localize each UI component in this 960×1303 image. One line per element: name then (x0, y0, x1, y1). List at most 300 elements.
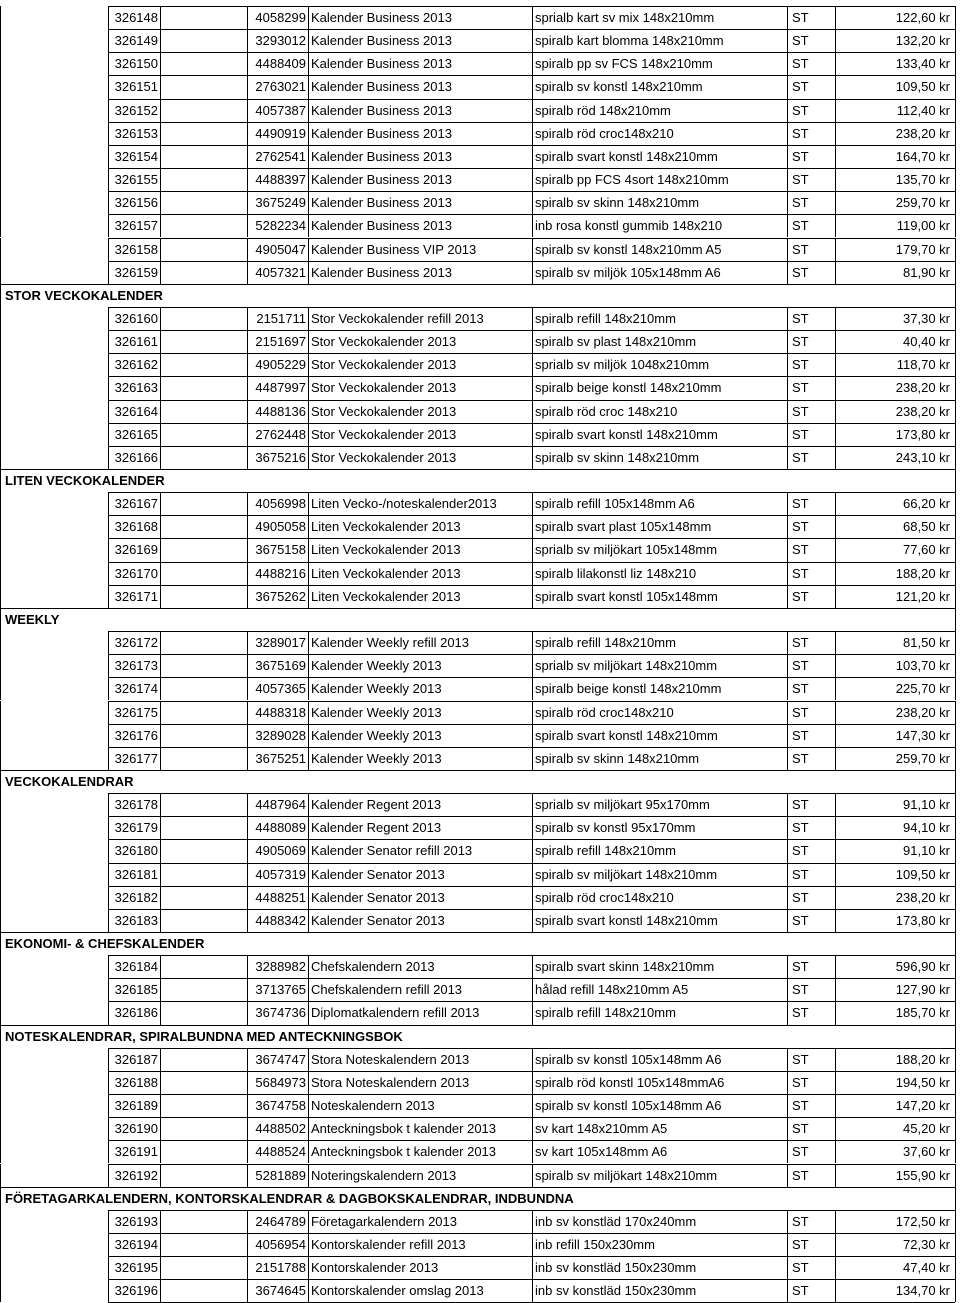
column-divider (835, 1048, 836, 1071)
table-row (0, 1048, 960, 1071)
column-divider (532, 1164, 533, 1187)
column-divider (108, 1164, 109, 1187)
column-divider (247, 515, 248, 538)
product-name: Stor Veckokalender 2013 (311, 357, 457, 373)
item-number: 326175 (114, 704, 158, 720)
unit: ST (792, 172, 809, 188)
column-divider (835, 1279, 836, 1302)
column-divider (532, 29, 533, 52)
column-divider (108, 1140, 109, 1163)
column-divider (955, 1001, 956, 1024)
unit: ST (792, 125, 809, 141)
product-name: Kalender Senator refill 2013 (311, 843, 473, 859)
item-number: 326172 (114, 635, 158, 651)
price: 135,70 kr (895, 172, 950, 188)
column-divider (532, 886, 533, 909)
article-number: 3675216 (255, 449, 306, 465)
item-number: 326174 (114, 681, 158, 697)
column-divider (532, 1094, 533, 1117)
column-divider (247, 1210, 248, 1233)
unit: ST (792, 33, 809, 49)
column-divider (835, 400, 836, 423)
column-divider (787, 446, 788, 469)
column-divider (108, 1117, 109, 1140)
column-divider (247, 423, 248, 446)
column-divider (308, 747, 309, 770)
price: 81,50 kr (903, 635, 950, 651)
product-description: spiralb sv miljök 105x148mm A6 (535, 264, 721, 280)
column-divider (532, 307, 533, 330)
column-divider (787, 1256, 788, 1279)
page-border-left (0, 423, 1, 446)
column-divider (247, 238, 248, 261)
page-border-left (0, 909, 1, 932)
column-divider (955, 1256, 956, 1279)
column-divider (308, 701, 309, 724)
product-name: Kalender Senator 2013 (311, 912, 445, 928)
column-divider (787, 538, 788, 561)
row-border-top (0, 770, 955, 771)
column-divider (955, 562, 956, 585)
column-divider (835, 909, 836, 932)
column-divider (787, 75, 788, 98)
column-divider (532, 701, 533, 724)
column-divider (835, 122, 836, 145)
column-divider (160, 492, 161, 515)
column-divider (160, 75, 161, 98)
page-border-left (0, 538, 1, 561)
column-divider (160, 168, 161, 191)
product-description: spiralb svart plast 105x148mm (535, 519, 712, 535)
column-divider (160, 1256, 161, 1279)
table-row (0, 654, 960, 677)
page-border-left (0, 6, 1, 29)
column-divider (308, 863, 309, 886)
article-number: 4488136 (255, 403, 306, 419)
article-number: 2762448 (255, 426, 306, 442)
column-divider (955, 261, 956, 284)
column-divider (308, 654, 309, 677)
article-number: 2464789 (255, 1213, 306, 1229)
column-divider (532, 191, 533, 214)
column-divider (308, 538, 309, 561)
column-divider (532, 423, 533, 446)
unit: ST (792, 79, 809, 95)
column-divider (835, 307, 836, 330)
column-divider (787, 654, 788, 677)
column-divider (308, 191, 309, 214)
column-divider (160, 261, 161, 284)
column-divider (160, 238, 161, 261)
unit: ST (792, 56, 809, 72)
product-description: spiralb beige konstl 148x210mm (535, 380, 722, 396)
page-border-left (0, 1071, 1, 1094)
article-number: 3675158 (255, 542, 306, 558)
product-name: Kalender Business 2013 (311, 148, 452, 164)
column-divider (955, 886, 956, 909)
column-divider (955, 631, 956, 654)
product-description: spiralb svart skinn 148x210mm (535, 959, 715, 975)
price: 121,20 kr (895, 588, 950, 604)
column-divider (308, 492, 309, 515)
column-divider (955, 724, 956, 747)
column-divider (160, 724, 161, 747)
product-description: spiralb sv skinn 148x210mm (535, 449, 700, 465)
table-row (0, 330, 960, 353)
unit: ST (792, 426, 809, 442)
product-name: Kalender Business 2013 (311, 195, 452, 211)
product-name: Stor Veckokalender refill 2013 (311, 310, 484, 326)
column-divider (247, 631, 248, 654)
article-number: 2762541 (255, 148, 306, 164)
product-name: Kalender Business 2013 (311, 79, 452, 95)
column-divider (532, 909, 533, 932)
unit: ST (792, 1051, 809, 1067)
table-row (0, 1210, 960, 1233)
row-border-top (0, 1025, 955, 1026)
item-number: 326157 (114, 218, 158, 234)
column-divider (108, 376, 109, 399)
column-divider (108, 330, 109, 353)
unit: ST (792, 380, 809, 396)
column-divider (160, 538, 161, 561)
column-divider (532, 1140, 533, 1163)
column-divider (532, 1233, 533, 1256)
column-divider (247, 747, 248, 770)
table-row (0, 492, 960, 515)
page-border-left (0, 747, 1, 770)
page-border-left (0, 52, 1, 75)
column-divider (532, 330, 533, 353)
column-divider (308, 238, 309, 261)
column-divider (108, 122, 109, 145)
column-divider (835, 701, 836, 724)
column-divider (160, 122, 161, 145)
column-divider (532, 978, 533, 1001)
column-divider (108, 585, 109, 608)
table-row (0, 1164, 960, 1187)
column-divider (787, 724, 788, 747)
unit: ST (792, 750, 809, 766)
price: 91,10 kr (903, 843, 950, 859)
product-name: Stor Veckokalender 2013 (311, 403, 457, 419)
column-divider (160, 1001, 161, 1024)
item-number: 326160 (114, 310, 158, 326)
column-divider (308, 839, 309, 862)
column-divider (108, 701, 109, 724)
row-border-right (955, 1025, 956, 1048)
column-divider (532, 353, 533, 376)
page-border-left (0, 1140, 1, 1163)
product-name: Diplomatkalendern refill 2013 (311, 1005, 480, 1021)
unit: ST (792, 519, 809, 535)
item-number: 326177 (114, 750, 158, 766)
table-row (0, 909, 960, 932)
table-row (0, 955, 960, 978)
unit: ST (792, 1283, 809, 1299)
article-number: 4487997 (255, 380, 306, 396)
item-number: 326156 (114, 195, 158, 211)
column-divider (247, 978, 248, 1001)
item-number: 326148 (114, 10, 158, 25)
column-divider (160, 446, 161, 469)
price: 103,70 kr (895, 658, 950, 674)
item-number: 326167 (114, 496, 158, 512)
section-row (0, 608, 960, 631)
column-divider (532, 585, 533, 608)
column-divider (160, 955, 161, 978)
product-description: inb sv konstläd 170x240mm (535, 1213, 697, 1229)
product-name: Stora Noteskalendern 2013 (311, 1051, 470, 1067)
column-divider (247, 52, 248, 75)
column-divider (787, 1164, 788, 1187)
column-divider (955, 1164, 956, 1187)
section-row (0, 469, 960, 492)
column-divider (160, 423, 161, 446)
column-divider (835, 423, 836, 446)
column-divider (532, 52, 533, 75)
column-divider (308, 886, 309, 909)
column-divider (955, 1048, 956, 1071)
column-divider (308, 145, 309, 168)
column-divider (108, 816, 109, 839)
page-border-left (0, 886, 1, 909)
table-row (0, 75, 960, 98)
price: 188,20 kr (895, 1051, 950, 1067)
product-name: Stor Veckokalender 2013 (311, 380, 457, 396)
item-number: 326180 (114, 843, 158, 859)
column-divider (835, 145, 836, 168)
column-divider (108, 793, 109, 816)
column-divider (108, 1279, 109, 1302)
article-number: 2763021 (255, 79, 306, 95)
product-name: Kalender Weekly 2013 (311, 658, 442, 674)
column-divider (160, 631, 161, 654)
column-divider (787, 793, 788, 816)
column-divider (787, 353, 788, 376)
unit: ST (792, 1121, 809, 1137)
table-row (0, 863, 960, 886)
column-divider (787, 1071, 788, 1094)
column-divider (308, 515, 309, 538)
table-row (0, 145, 960, 168)
column-divider (308, 909, 309, 932)
table-row (0, 724, 960, 747)
column-divider (532, 816, 533, 839)
item-number: 326152 (114, 102, 158, 118)
price: 68,50 kr (903, 519, 950, 535)
price: 179,70 kr (895, 241, 950, 257)
product-description: inb refill 150x230mm (535, 1236, 655, 1252)
column-divider (955, 816, 956, 839)
column-divider (787, 191, 788, 214)
column-divider (835, 1140, 836, 1163)
page-border-left (0, 214, 1, 237)
table-row (0, 261, 960, 284)
product-name: Noteringskalendern 2013 (311, 1167, 457, 1183)
column-divider (108, 886, 109, 909)
unit: ST (792, 241, 809, 257)
column-divider (247, 654, 248, 677)
column-divider (787, 701, 788, 724)
page-border-left (0, 29, 1, 52)
item-number: 326168 (114, 519, 158, 535)
section-row (0, 1025, 960, 1048)
column-divider (835, 376, 836, 399)
page-border-left (0, 307, 1, 330)
column-divider (532, 1117, 533, 1140)
column-divider (955, 29, 956, 52)
column-divider (108, 1256, 109, 1279)
price: 238,20 kr (895, 380, 950, 396)
product-description: spiralb röd konstl 105x148mmA6 (535, 1074, 725, 1090)
price: 172,50 kr (895, 1213, 950, 1229)
column-divider (835, 1256, 836, 1279)
column-divider (835, 191, 836, 214)
unit: ST (792, 681, 809, 697)
column-divider (532, 6, 533, 29)
table-row (0, 1071, 960, 1094)
column-divider (787, 1140, 788, 1163)
item-number: 326166 (114, 449, 158, 465)
column-divider (160, 1140, 161, 1163)
product-name: Kontorskalender omslag 2013 (311, 1283, 484, 1299)
unit: ST (792, 1005, 809, 1021)
unit: ST (792, 797, 809, 813)
price: 596,90 kr (895, 959, 950, 975)
table-row (0, 978, 960, 1001)
column-divider (160, 793, 161, 816)
column-divider (247, 701, 248, 724)
article-number: 3675251 (255, 750, 306, 766)
product-name: Anteckningsbok t kalender 2013 (311, 1121, 497, 1137)
article-number: 4487964 (255, 797, 306, 813)
column-divider (308, 99, 309, 122)
product-name: Kalender Business 2013 (311, 125, 452, 141)
column-divider (247, 307, 248, 330)
column-divider (787, 1210, 788, 1233)
column-divider (955, 6, 956, 29)
column-divider (160, 909, 161, 932)
page-border-left (0, 1001, 1, 1024)
item-number: 326184 (114, 959, 158, 975)
column-divider (955, 1117, 956, 1140)
article-number: 3675169 (255, 658, 306, 674)
column-divider (955, 515, 956, 538)
column-divider (247, 538, 248, 561)
price: 238,20 kr (895, 125, 950, 141)
column-divider (835, 75, 836, 98)
page-border-left (0, 1048, 1, 1071)
column-divider (955, 446, 956, 469)
column-divider (160, 330, 161, 353)
column-divider (247, 585, 248, 608)
price: 238,20 kr (895, 889, 950, 905)
price: 259,70 kr (895, 195, 950, 211)
row-border-left (0, 932, 1, 955)
column-divider (308, 793, 309, 816)
row-border-right (955, 932, 956, 955)
column-divider (835, 492, 836, 515)
product-description: spiralb refill 148x210mm (535, 310, 676, 326)
product-name: Kalender Weekly 2013 (311, 750, 442, 766)
row-border-right (955, 770, 956, 793)
column-divider (247, 261, 248, 284)
column-divider (955, 168, 956, 191)
unit: ST (792, 1213, 809, 1229)
column-divider (247, 1279, 248, 1302)
table-row (0, 701, 960, 724)
column-divider (247, 1048, 248, 1071)
page-border-left (0, 353, 1, 376)
item-number: 326173 (114, 658, 158, 674)
article-number: 4488342 (255, 912, 306, 928)
unit: ST (792, 310, 809, 326)
article-number: 3289017 (255, 635, 306, 651)
column-divider (108, 562, 109, 585)
column-divider (160, 585, 161, 608)
column-divider (532, 99, 533, 122)
column-divider (308, 585, 309, 608)
column-divider (955, 145, 956, 168)
column-divider (835, 724, 836, 747)
table-row (0, 1094, 960, 1117)
row-border-top (0, 932, 955, 933)
table-row (0, 631, 960, 654)
column-divider (160, 214, 161, 237)
section-title: EKONOMI- & CHEFSKALENDER (5, 936, 205, 951)
column-divider (787, 816, 788, 839)
page-border-left (0, 724, 1, 747)
price: 238,20 kr (895, 704, 950, 720)
column-divider (787, 6, 788, 29)
page-border-left (0, 793, 1, 816)
column-divider (532, 122, 533, 145)
product-name: Stora Noteskalendern 2013 (311, 1074, 470, 1090)
unit: ST (792, 588, 809, 604)
column-divider (108, 238, 109, 261)
page-border-left (0, 446, 1, 469)
column-divider (108, 400, 109, 423)
column-divider (787, 122, 788, 145)
section-title: VECKOKALENDRAR (5, 773, 134, 789)
column-divider (308, 816, 309, 839)
product-name: Noteskalendern 2013 (311, 1098, 435, 1114)
product-description: spiralb röd croc148x210 (535, 125, 674, 141)
column-divider (247, 1233, 248, 1256)
column-divider (532, 446, 533, 469)
page-border-left (0, 654, 1, 677)
column-divider (308, 1071, 309, 1094)
article-number: 4488216 (255, 565, 306, 581)
column-divider (160, 886, 161, 909)
item-number: 326179 (114, 820, 158, 836)
row-border-left (0, 770, 1, 793)
page-border-left (0, 1256, 1, 1279)
product-name: Liten Veckokalender 2013 (311, 542, 461, 558)
page-border-left (0, 400, 1, 423)
table-row (0, 122, 960, 145)
column-divider (247, 562, 248, 585)
column-divider (787, 376, 788, 399)
product-description: spiralb kart blomma 148x210mm (535, 33, 724, 49)
article-number: 4057319 (255, 866, 306, 882)
column-divider (247, 1164, 248, 1187)
article-number: 3674645 (255, 1283, 306, 1299)
row-border-left (0, 1187, 1, 1210)
column-divider (955, 423, 956, 446)
product-name: Kalender Business VIP 2013 (311, 241, 477, 257)
